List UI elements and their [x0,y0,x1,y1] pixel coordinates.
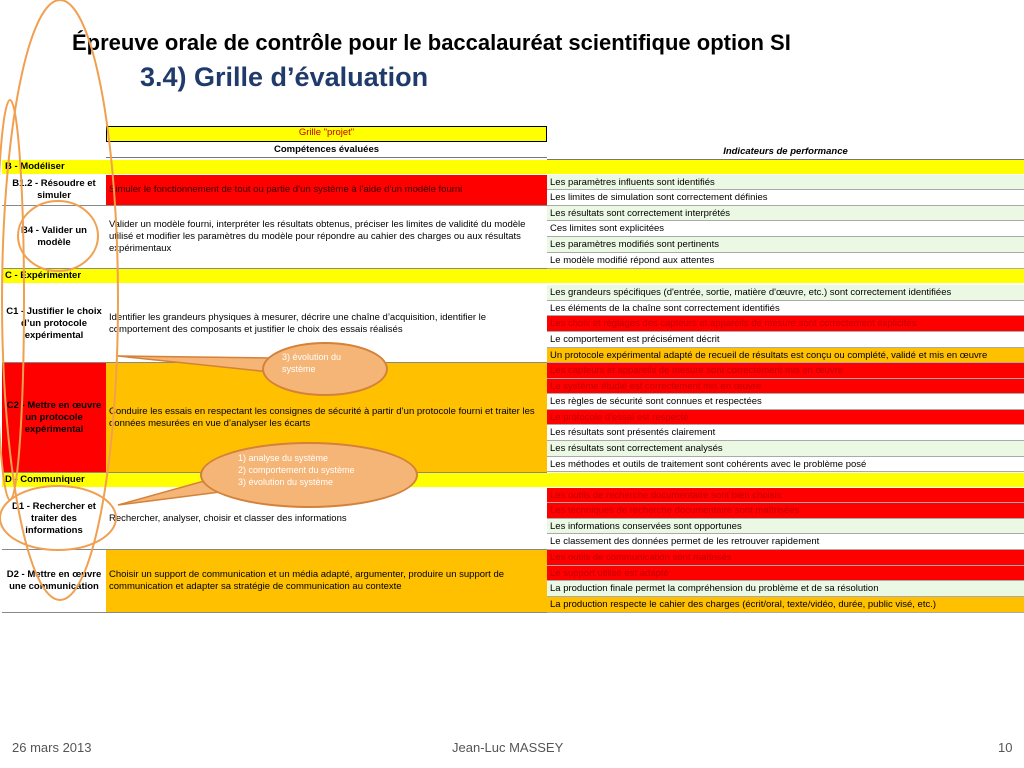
indicator-row: Ces limites sont explicitées [547,221,1024,237]
competence-label: B1.2 - Résoudre et simuler [2,175,106,206]
indicator-row: Le support utilisé est adapté [547,566,1024,581]
footer-date: 26 mars 2013 [12,740,92,755]
section-band-2: C - Expérimenter [2,269,1024,283]
competence-description: Simuler le fonctionnement de tout ou partie d’un système à l’aide d’un modèle fourni [106,175,547,206]
callout-bubble-evolution [262,342,388,396]
indicator-row: Les techniques de recherche documentaire sont maîtrisées [547,503,1024,519]
competence-label: C1 - Justifier le choix d’un protocole expérimental [2,285,106,363]
indicator-row: Les grandeurs spécifiques (d'entrée, sortie, matière d'œuvre, etc.) sont correctement identifiées [547,285,1024,301]
slide-title: Épreuve orale de contrôle pour le baccalauréat scientifique option SI [72,30,791,55]
footer-author: Jean-Luc MASSEY [452,740,564,755]
callout-bubble-analysis [200,442,418,508]
bubble2-line-2: 2) comportement du système [238,465,355,475]
indicators-header: Indicateurs de performance [547,144,1024,160]
competence-label: B4 - Valider un modèle [2,206,106,269]
competence-description: Rechercher, analyser, choisir et classer des informations [106,488,547,550]
indicator-row: Les méthodes et outils de traitement sont cohérents avec le problème posé [547,457,1024,472]
indicator-row: Les choix et réglages des capteurs et appareils de mesure sont correctement explicités [547,316,1024,332]
competence-description: Choisir un support de communication et un média adapté, argumenter, produire un support de communication et adapter sa stratégie de communication au contexte [106,550,547,613]
competence-label: C2 - Mettre en œuvre un protocole expérimental [2,363,106,473]
indicator-row: Les limites de simulation sont correctement définies [547,190,1024,206]
indicator-row: Les éléments de la chaîne sont correctement identifiés [547,301,1024,316]
competence-description: Valider un modèle fourni, interpréter les résultats obtenus, préciser les limites de validité du modèle utilisé et modifier les paramètres du modèle pour répondre au cahier des charges ou aux résultats expérimentaux [106,206,547,269]
evaluation-grid [2,126,1024,616]
bubble2-line-3: 3) évolution du système [238,477,334,487]
indicator-row: Le système étudié est correctement mis en œuvre [547,379,1024,394]
indicator-row: Les capteurs et appareils de mesure sont correctement mis en œuvre [547,363,1024,379]
indicator-row: Les résultats sont présentés clairement [547,425,1024,441]
indicator-row: Le classement des données permet de les retrouver rapidement [547,534,1024,550]
section-band-3: D - Communiquer [2,473,1024,487]
indicator-row: Les résultats sont correctement analysés [547,441,1024,457]
competence-description: Identifier les grandeurs physiques à mesurer, décrire une chaîne d’acquisition, identifier le comportement des composants et justifier le choix des essais réalisés [106,285,547,363]
bubble1-line-1: 3) évolution du [282,352,342,362]
indicator-row: Les paramètres modifiés sont pertinents [547,237,1024,253]
bubble1-line-2: système [282,364,316,374]
indicator-row: La production finale permet la compréhension du problème et de sa résolution [547,581,1024,597]
competence-description: Conduire les essais en respectant les consignes de sécurité à partir d’un protocole fourni et traiter les données mesurées en vue d’analyser les écarts [106,363,547,473]
section-band-1: B - Modéliser [2,160,1024,174]
indicator-row: Les informations conservées sont opportunes [547,519,1024,534]
indicator-row: Les résultats sont correctement interprétés [547,206,1024,221]
indicator-row: Le modèle modifié répond aux attentes [547,253,1024,269]
indicator-row: Les règles de sécurité sont connues et respectées [547,394,1024,410]
footer-page: 10 [998,740,1013,755]
slide-subtitle: 3.4) Grille d’évaluation [140,62,429,92]
indicator-row: Les outils de recherche documentaire sont bien choisis [547,488,1024,503]
competences-header: Compétences évaluées [106,142,547,158]
competence-label: D2 - Mettre en œuvre une communication [2,550,106,613]
bubble2-line-1: 1) analyse du système [238,453,329,463]
indicator-row: Le protocole d'essai est respecté [547,410,1024,425]
grid-project-header: Grille "projet" [106,126,547,142]
indicator-row: Les outils de communication sont maîtrisés [547,550,1024,566]
indicator-row: Les paramètres influents sont identifiés [547,175,1024,190]
indicator-row: La production respecte le cahier des charges (écrit/oral, texte/vidéo, durée, public visé, etc.) [547,597,1024,613]
indicator-row: Un protocole expérimental adapté de recueil de résultats est conçu ou complété, validé et mis en œuvre [547,348,1024,363]
indicator-row: Le comportement est précisément décrit [547,332,1024,348]
competence-label: D1 - Rechercher et traiter des informations [2,488,106,550]
